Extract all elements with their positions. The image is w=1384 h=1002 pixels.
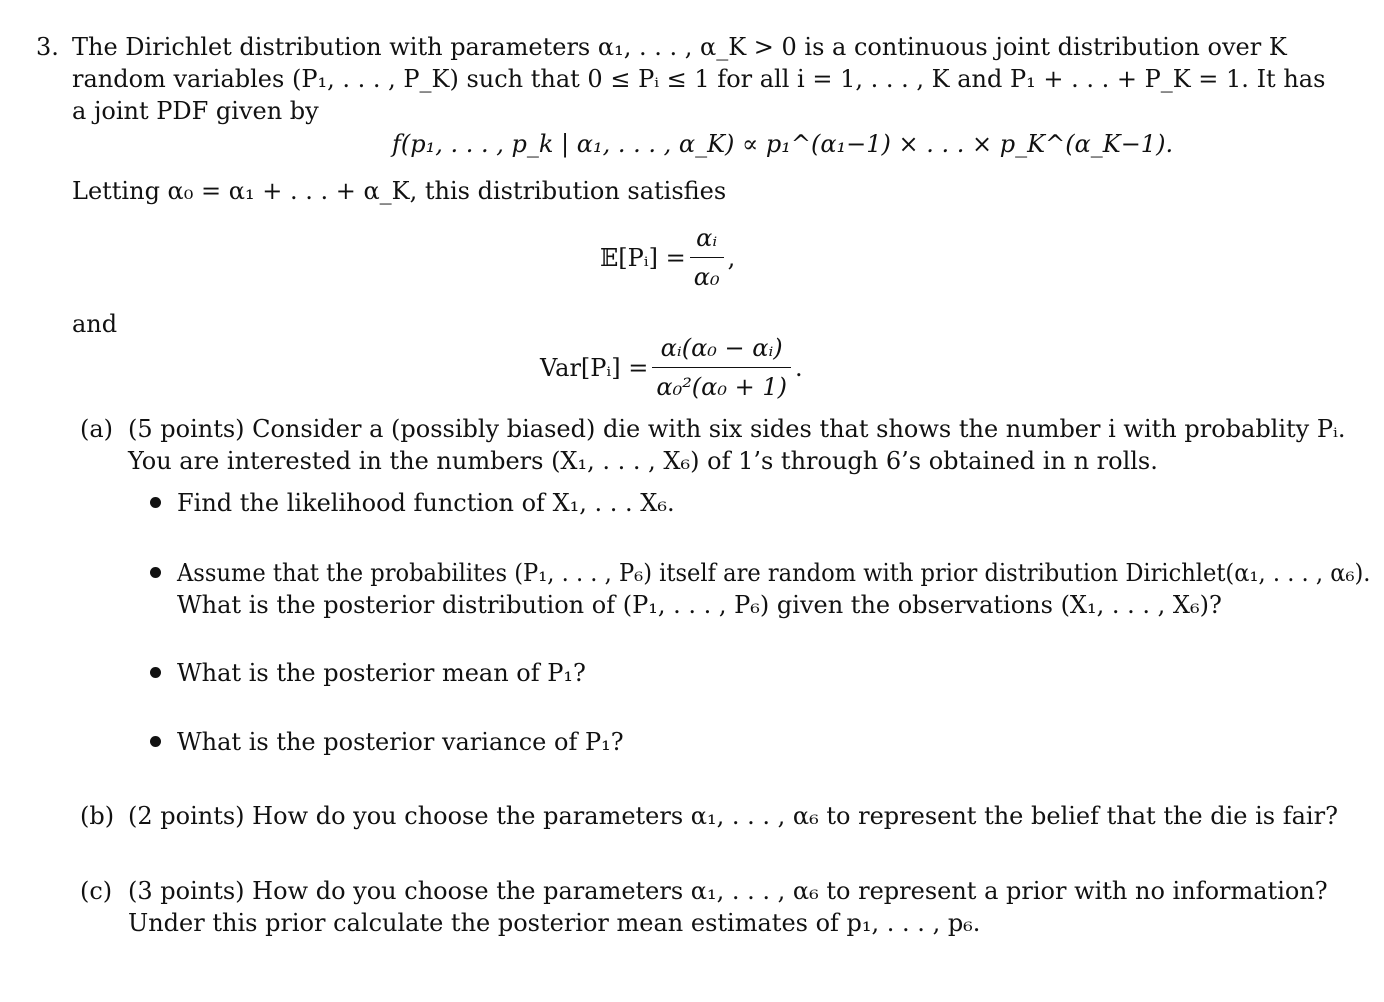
variance-lhs: Var[Pᵢ] = [540,353,649,382]
variance-equation [540,332,803,403]
bullet-2-dot [150,567,161,578]
bullet-2-text-line-1: Assume that the probabilites (P₁, . . . , P₆) itself are random with prior distribution Dirichlet(α₁, . . . , α₆). [177,559,1371,587]
mean-lhs: 𝔼[Pᵢ] = [600,243,686,272]
variance-fraction [652,332,791,403]
mean-comma: , [727,243,736,272]
letting-line: Letting α₀ = α₁ + . . . + α_K, this distribution satisfies [72,177,727,205]
bullet-2-text-line-2: What is the posterior distribution of (P₁, . . . , P₆) given the observations (X₁, . . . , X₆)? [177,591,1222,619]
bullet-4-dot [150,736,161,747]
mean-denominator: α₀ [690,257,724,293]
intro-line-2: random variables (P₁, . . . , P_K) such that 0 ≤ Pᵢ ≤ 1 for all i = 1, . . . , K and P₁ + . . . + P_K = 1. It has [72,65,1326,93]
and-word: and [72,310,118,338]
bullet-1-dot [150,497,161,508]
variance-period: . [795,353,803,382]
bullet-4-text: What is the posterior variance of P₁? [177,728,624,756]
part-c-line-2: Under this prior calculate the posterior mean estimates of p₁, . . . , p₆. [128,909,981,937]
bullet-3-dot [150,667,161,678]
intro-line-1: The Dirichlet distribution with parameters α₁, . . . , α_K > 0 is a continuous joint distribution over K [72,33,1287,61]
part-c-label: (c) [80,877,113,905]
part-a-label: (a) [80,415,114,443]
intro-line-3: a joint PDF given by [72,97,319,125]
part-a-line-2: You are interested in the numbers (X₁, . . . , X₆) of 1’s through 6’s obtained in n rolls. [128,447,1158,475]
part-a-line-1: (5 points) Consider a (possibly biased) die with six sides that shows the number i with probablity Pᵢ. [128,415,1346,443]
mean-fraction [690,222,724,293]
part-b-label: (b) [80,802,115,830]
variance-numerator: αᵢ(α₀ − αᵢ) [660,334,783,362]
bullet-3-text: What is the posterior mean of P₁? [177,659,586,687]
part-b-line-1: (2 points) How do you choose the parameters α₁, . . . , α₆ to represent the belief that the die is fair? [128,802,1338,830]
mean-equation [600,222,735,293]
pdf-equation: f(p₁, . . . , p_k | α₁, . . . , α_K) ∝ p₁^(α₁−1) × . . . × p_K^(α_K−1). [392,130,1174,158]
problem-number: 3. [36,33,59,61]
variance-denominator: α₀²(α₀ + 1) [652,367,791,403]
mean-numerator: αᵢ [696,224,718,252]
part-c-line-1: (3 points) How do you choose the parameters α₁, . . . , α₆ to represent a prior with no information? [128,877,1328,905]
bullet-1-text: Find the likelihood function of X₁, . . . X₆. [177,489,675,517]
